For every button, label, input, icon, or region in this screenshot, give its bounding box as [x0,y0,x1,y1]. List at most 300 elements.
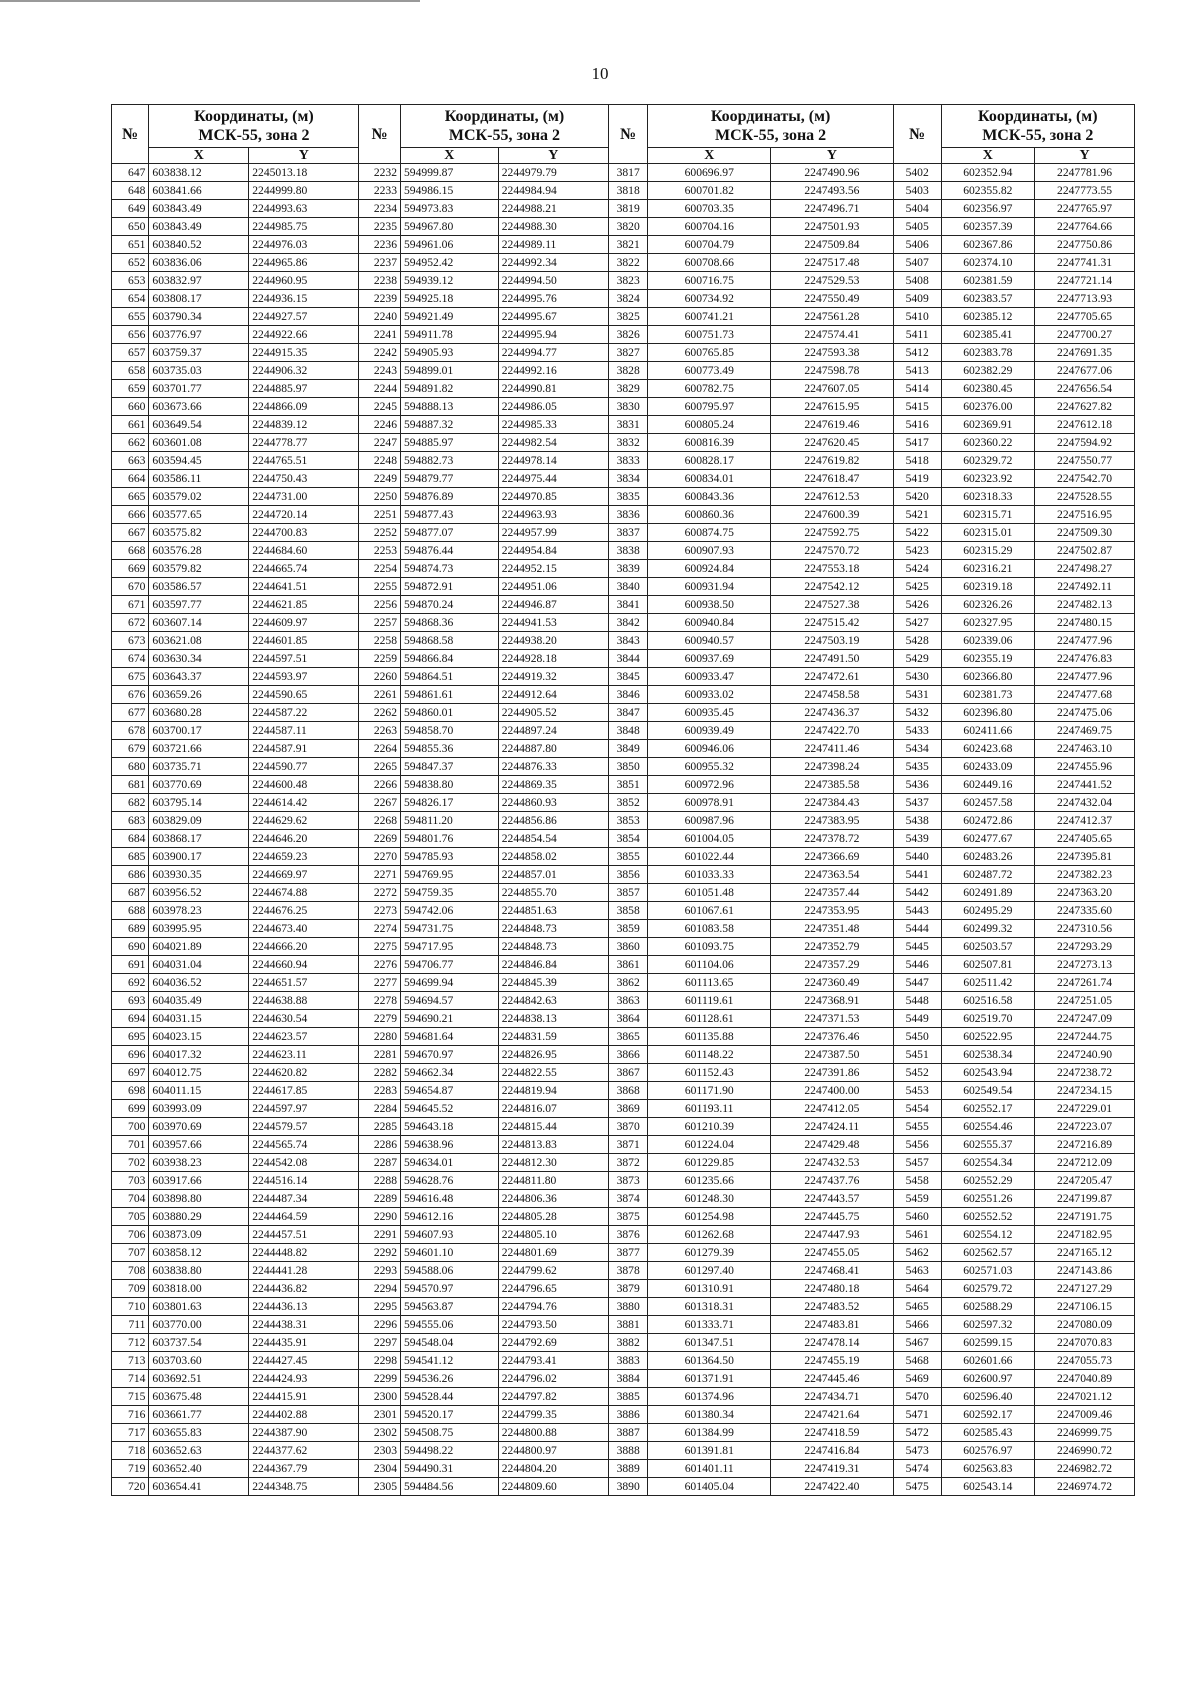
coord-header [149,105,359,148]
y-coordinate-cell: 2244778.77 [249,434,359,452]
table-row [112,668,1135,686]
x-coordinate-cell: 604012.75 [149,1064,249,1082]
x-coordinate-cell: 594872.91 [401,578,499,596]
point-number-cell: 2301 [359,1406,401,1424]
x-coordinate-cell: 602411.66 [941,722,1035,740]
coord-header-line2: МСК-55, зона 2 [982,127,1094,144]
table-row [112,1136,1135,1154]
point-number-cell: 2234 [359,200,401,218]
y-coordinate-cell: 2247527.38 [771,596,894,614]
point-number-cell: 3889 [608,1460,648,1478]
x-coordinate-cell: 601371.91 [648,1370,771,1388]
x-coordinate-cell: 600734.92 [648,290,771,308]
table-row [112,920,1135,938]
y-coordinate-cell: 2244367.79 [249,1460,359,1478]
table-row [112,902,1135,920]
x-coordinate-cell: 603993.09 [149,1100,249,1118]
y-coordinate-cell: 2244855.70 [498,884,608,902]
point-number-cell: 2265 [359,758,401,776]
y-coordinate-cell: 2244928.18 [498,650,608,668]
point-number-cell: 2269 [359,830,401,848]
y-coordinate-cell: 2247395.81 [1035,848,1135,866]
x-coordinate-cell: 601405.04 [648,1478,771,1496]
y-coordinate-cell: 2246982.72 [1035,1460,1135,1478]
table-row [112,524,1135,542]
x-coordinate-cell: 601113.65 [648,974,771,992]
table-row [112,308,1135,326]
x-coordinate-cell: 602315.01 [941,524,1035,542]
x-coordinate-cell: 600703.35 [648,200,771,218]
x-coordinate-cell: 594555.06 [401,1316,499,1334]
y-coordinate-cell: 2247477.68 [1035,686,1135,704]
y-coordinate-cell: 2247422.70 [771,722,894,740]
point-number-cell: 688 [112,902,149,920]
x-coordinate-cell: 604036.52 [149,974,249,992]
x-coordinate-cell: 602503.57 [941,938,1035,956]
y-coordinate-cell: 2244986.05 [498,398,608,416]
point-number-cell: 2277 [359,974,401,992]
x-coordinate-cell: 594811.20 [401,812,499,830]
coord-header-line1: Координаты, (м) [710,108,831,125]
y-coordinate-cell: 2244985.75 [249,218,359,236]
table-row [112,236,1135,254]
point-number-cell: 5446 [893,956,941,974]
y-coordinate-cell: 2247335.60 [1035,902,1135,920]
point-number-cell: 5407 [893,254,941,272]
y-coordinate-cell: 2246990.72 [1035,1442,1135,1460]
x-coordinate-cell: 602374.10 [941,254,1035,272]
point-number-cell: 2287 [359,1154,401,1172]
point-number-cell: 5459 [893,1190,941,1208]
y-coordinate-cell: 2244922.66 [249,326,359,344]
x-coordinate-cell: 601254.98 [648,1208,771,1226]
page-number: 10 [591,64,609,83]
y-coordinate-cell: 2247199.87 [1035,1190,1135,1208]
x-coordinate-cell: 601119.61 [648,992,771,1010]
y-coordinate-cell: 2247421.64 [771,1406,894,1424]
y-coordinate-cell: 2247441.52 [1035,776,1135,794]
x-coordinate-cell: 602457.58 [941,794,1035,812]
table-row [112,1172,1135,1190]
y-coordinate-cell: 2247244.75 [1035,1028,1135,1046]
table-row [112,1226,1135,1244]
x-coordinate-cell: 594670.97 [401,1046,499,1064]
x-coordinate-cell: 601364.50 [648,1352,771,1370]
y-coordinate-cell: 2244587.91 [249,740,359,758]
y-coordinate-cell: 2244848.73 [498,920,608,938]
y-coordinate-cell: 2247391.86 [771,1064,894,1082]
y-coordinate-cell: 2247127.29 [1035,1280,1135,1298]
point-number-cell: 650 [112,218,149,236]
point-number-cell: 5426 [893,596,941,614]
x-coordinate-cell: 594563.87 [401,1298,499,1316]
y-coordinate-cell: 2244590.65 [249,686,359,704]
x-coordinate-cell: 594877.07 [401,524,499,542]
y-coordinate-cell: 2247434.71 [771,1388,894,1406]
point-number-cell: 2284 [359,1100,401,1118]
point-number-cell: 5405 [893,218,941,236]
x-coordinate-cell: 603577.65 [149,506,249,524]
y-coordinate-cell: 2247455.05 [771,1244,894,1262]
y-coordinate-cell: 2244641.51 [249,578,359,596]
y-coordinate-cell: 2247366.69 [771,848,894,866]
y-coordinate-cell: 2244348.75 [249,1478,359,1496]
point-number-cell: 705 [112,1208,149,1226]
y-coordinate-cell: 2247528.55 [1035,488,1135,506]
point-number-cell: 2275 [359,938,401,956]
x-coordinate-cell: 602381.73 [941,686,1035,704]
point-number-cell: 3862 [608,974,648,992]
x-coordinate-cell: 602385.41 [941,326,1035,344]
point-number-cell: 2264 [359,740,401,758]
x-coordinate-cell: 601380.34 [648,1406,771,1424]
x-coordinate-cell: 603630.34 [149,650,249,668]
y-coordinate-cell: 2244954.84 [498,542,608,560]
y-coordinate-cell: 2247383.95 [771,812,894,830]
point-number-cell: 3890 [608,1478,648,1496]
y-coordinate-cell: 2244851.63 [498,902,608,920]
y-coordinate-cell: 2244674.88 [249,884,359,902]
point-number-cell: 5469 [893,1370,941,1388]
y-coordinate-cell: 2247419.31 [771,1460,894,1478]
y-coordinate-cell: 2244651.57 [249,974,359,992]
x-coordinate-cell: 602385.12 [941,308,1035,326]
x-coordinate-cell: 602382.29 [941,362,1035,380]
x-coordinate-cell: 602315.71 [941,506,1035,524]
y-coordinate-cell: 2247216.89 [1035,1136,1135,1154]
point-number-cell: 2239 [359,290,401,308]
x-coordinate-cell: 594801.76 [401,830,499,848]
y-coordinate-cell: 2247238.72 [1035,1064,1135,1082]
point-number-cell: 2295 [359,1298,401,1316]
point-number-cell: 2251 [359,506,401,524]
point-number-cell: 3887 [608,1424,648,1442]
y-coordinate-cell: 2247360.49 [771,974,894,992]
point-number-cell: 656 [112,326,149,344]
point-number-cell: 5452 [893,1064,941,1082]
y-coordinate-cell: 2247619.46 [771,416,894,434]
table-row [112,704,1135,722]
x-coordinate-cell: 602380.45 [941,380,1035,398]
y-coordinate-cell: 2244951.06 [498,578,608,596]
x-coordinate-cell: 600834.01 [648,470,771,488]
y-coordinate-cell: 2244995.76 [498,290,608,308]
point-number-cell: 664 [112,470,149,488]
point-number-cell: 3870 [608,1118,648,1136]
point-number-cell: 713 [112,1352,149,1370]
x-coordinate-cell: 600716.75 [648,272,771,290]
table-row [112,1280,1135,1298]
y-coordinate-cell: 2244805.10 [498,1226,608,1244]
y-coordinate-cell: 2247106.15 [1035,1298,1135,1316]
x-coordinate-cell: 594877.43 [401,506,499,524]
y-coordinate-cell: 2244487.34 [249,1190,359,1208]
x-coordinate-cell: 594961.06 [401,236,499,254]
point-number-cell: 3881 [608,1316,648,1334]
y-coordinate-cell: 2247191.75 [1035,1208,1135,1226]
y-coordinate-cell: 2244638.88 [249,992,359,1010]
point-number-cell: 3837 [608,524,648,542]
point-number-cell: 5438 [893,812,941,830]
table-row [112,1244,1135,1262]
x-coordinate-cell: 594498.22 [401,1442,499,1460]
point-number-cell: 2242 [359,344,401,362]
y-coordinate-cell: 2244854.54 [498,830,608,848]
point-number-cell: 684 [112,830,149,848]
y-coordinate-cell: 2247553.18 [771,560,894,578]
point-number-cell: 680 [112,758,149,776]
table-row [112,200,1135,218]
y-coordinate-cell: 2244620.82 [249,1064,359,1082]
x-coordinate-cell: 600940.84 [648,614,771,632]
x-coordinate-cell: 602596.40 [941,1388,1035,1406]
x-coordinate-cell: 601401.11 [648,1460,771,1478]
point-number-cell: 5419 [893,470,941,488]
coord-header [401,105,609,148]
x-coordinate-cell: 603703.60 [149,1352,249,1370]
point-number-cell: 2276 [359,956,401,974]
x-coordinate-cell: 601279.39 [648,1244,771,1262]
x-coordinate-cell: 602585.43 [941,1424,1035,1442]
point-number-cell: 2303 [359,1442,401,1460]
x-coordinate-cell: 602555.37 [941,1136,1035,1154]
point-number-cell: 657 [112,344,149,362]
point-number-cell: 2267 [359,794,401,812]
x-coordinate-cell: 600795.97 [648,398,771,416]
point-number-cell: 681 [112,776,149,794]
y-coordinate-cell: 2247468.41 [771,1262,894,1280]
y-coordinate-cell: 2244424.93 [249,1370,359,1388]
x-coordinate-cell: 594876.44 [401,542,499,560]
y-coordinate-cell: 2247502.87 [1035,542,1135,560]
table-row [112,542,1135,560]
x-coordinate-cell: 594616.48 [401,1190,499,1208]
point-number-cell: 3886 [608,1406,648,1424]
point-number-cell: 673 [112,632,149,650]
table-row [112,614,1135,632]
y-coordinate-cell: 2247040.89 [1035,1370,1135,1388]
point-number-cell: 674 [112,650,149,668]
x-coordinate-cell: 602487.72 [941,866,1035,884]
x-coordinate-cell: 594681.64 [401,1028,499,1046]
point-number-cell: 5445 [893,938,941,956]
x-coordinate-cell: 602519.70 [941,1010,1035,1028]
x-coordinate-cell: 601229.85 [648,1154,771,1172]
point-number-cell: 2254 [359,560,401,578]
point-number-cell: 2260 [359,668,401,686]
x-coordinate-cell: 602601.66 [941,1352,1035,1370]
y-coordinate-cell: 2244826.95 [498,1046,608,1064]
point-number-cell: 5464 [893,1280,941,1298]
x-coordinate-cell: 594490.31 [401,1460,499,1478]
point-number-cell: 3825 [608,308,648,326]
y-coordinate-cell: 2247143.86 [1035,1262,1135,1280]
point-number-cell: 5420 [893,488,941,506]
table-row [112,974,1135,992]
y-coordinate-cell: 2244957.99 [498,524,608,542]
point-number-cell: 5453 [893,1082,941,1100]
y-coordinate-cell: 2247593.38 [771,344,894,362]
point-number-cell: 3833 [608,452,648,470]
point-number-cell: 710 [112,1298,149,1316]
y-coordinate-cell: 2247515.42 [771,614,894,632]
x-coordinate-cell: 604023.15 [149,1028,249,1046]
x-coordinate-cell: 602477.67 [941,830,1035,848]
y-coordinate-cell: 2244985.33 [498,416,608,434]
x-coordinate-cell: 600704.79 [648,236,771,254]
y-coordinate-cell: 2247357.29 [771,956,894,974]
x-coordinate-cell: 601391.81 [648,1442,771,1460]
y-coordinate-cell: 2244435.91 [249,1334,359,1352]
y-coordinate-cell: 2244799.62 [498,1262,608,1280]
point-number-cell: 3875 [608,1208,648,1226]
point-number-cell: 5450 [893,1028,941,1046]
y-coordinate-cell: 2247529.53 [771,272,894,290]
point-number-cell: 3884 [608,1370,648,1388]
x-coordinate-cell: 602579.72 [941,1280,1035,1298]
y-coordinate-cell: 2247378.72 [771,830,894,848]
x-coordinate-cell: 594570.97 [401,1280,499,1298]
x-coordinate-cell: 594731.75 [401,920,499,938]
x-coordinate-cell: 602383.78 [941,344,1035,362]
point-number-cell: 685 [112,848,149,866]
point-number-cell: 5430 [893,668,941,686]
x-coordinate-cell: 602600.97 [941,1370,1035,1388]
table-row [112,380,1135,398]
point-number-cell: 2256 [359,596,401,614]
table-row [112,272,1135,290]
x-coordinate-cell: 603818.00 [149,1280,249,1298]
point-number-cell: 5462 [893,1244,941,1262]
y-coordinate-cell: 2247627.82 [1035,398,1135,416]
point-number-cell: 3877 [608,1244,648,1262]
y-coordinate-cell: 2244965.86 [249,254,359,272]
y-coordinate-cell: 2244993.63 [249,200,359,218]
x-coordinate-cell: 602315.29 [941,542,1035,560]
coord-header-line2: МСК-55, зона 2 [448,127,561,144]
x-coordinate-cell: 594866.84 [401,650,499,668]
y-coordinate-cell: 2244990.81 [498,380,608,398]
point-number-cell: 5448 [893,992,941,1010]
table-row [112,488,1135,506]
y-coordinate-cell: 2244542.08 [249,1154,359,1172]
coord-header-line2: МСК-55, зона 2 [715,127,827,144]
y-coordinate-cell: 2244436.13 [249,1298,359,1316]
y-coordinate-cell: 2247055.73 [1035,1352,1135,1370]
x-coordinate-cell: 602366.80 [941,668,1035,686]
y-coordinate-cell: 2244801.69 [498,1244,608,1262]
point-number-cell: 2257 [359,614,401,632]
table-row [112,1262,1135,1280]
point-number-cell: 3848 [608,722,648,740]
x-coordinate-cell: 600751.73 [648,326,771,344]
table-row [112,1082,1135,1100]
y-coordinate-cell: 2244597.97 [249,1100,359,1118]
y-coordinate-cell: 2247677.06 [1035,362,1135,380]
point-number-cell: 3843 [608,632,648,650]
y-coordinate-cell: 2244623.11 [249,1046,359,1064]
point-number-cell: 5467 [893,1334,941,1352]
point-number-cell: 5454 [893,1100,941,1118]
x-coordinate-cell: 603597.77 [149,596,249,614]
y-coordinate-cell: 2247070.83 [1035,1334,1135,1352]
x-coordinate-cell: 594855.36 [401,740,499,758]
y-coordinate-cell: 2247477.96 [1035,632,1135,650]
y-coordinate-cell: 2244812.30 [498,1154,608,1172]
x-coordinate-cell: 594952.42 [401,254,499,272]
point-number-cell: 5423 [893,542,941,560]
y-coordinate-cell: 2247455.19 [771,1352,894,1370]
y-coordinate-cell: 2244822.55 [498,1064,608,1082]
y-coordinate-cell: 2244912.64 [498,686,608,704]
x-coordinate-cell: 602554.12 [941,1226,1035,1244]
y-coordinate-cell: 2244811.80 [498,1172,608,1190]
point-number-cell: 2286 [359,1136,401,1154]
point-number-cell: 3871 [608,1136,648,1154]
point-number-cell: 3836 [608,506,648,524]
y-coordinate-cell: 2247412.37 [1035,812,1135,830]
y-coordinate-cell: 2244600.48 [249,776,359,794]
x-coordinate-cell: 603838.12 [149,164,249,182]
table-row [112,1352,1135,1370]
point-number-cell: 5440 [893,848,941,866]
y-coordinate-cell: 2247080.09 [1035,1316,1135,1334]
point-number-cell: 5449 [893,1010,941,1028]
x-coordinate-cell: 594607.93 [401,1226,499,1244]
x-coordinate-cell: 600805.24 [648,416,771,434]
y-coordinate-cell: 2247398.24 [771,758,894,776]
y-coordinate-cell: 2244800.88 [498,1424,608,1442]
y-coordinate-cell: 2247261.74 [1035,974,1135,992]
y-coordinate-cell: 2247619.82 [771,452,894,470]
y-coordinate-cell: 2244669.97 [249,866,359,884]
point-number-cell: 5473 [893,1442,941,1460]
point-number-cell: 2244 [359,380,401,398]
y-coordinate-cell: 2244869.35 [498,776,608,794]
point-number-cell: 3883 [608,1352,648,1370]
y-coordinate-cell: 2244960.95 [249,272,359,290]
point-number-cell: 670 [112,578,149,596]
y-coordinate-cell: 2244806.36 [498,1190,608,1208]
y-coordinate-cell: 2244905.52 [498,704,608,722]
y-coordinate-cell: 2244819.94 [498,1082,608,1100]
point-number-cell: 2304 [359,1460,401,1478]
point-number-cell: 3856 [608,866,648,884]
y-coordinate-cell: 2247600.39 [771,506,894,524]
point-number-cell: 2250 [359,488,401,506]
coord-header-line1: Координаты, (м) [444,108,565,125]
y-coordinate-cell: 2244590.77 [249,758,359,776]
x-coordinate-cell: 602329.72 [941,452,1035,470]
point-number-cell: 2249 [359,470,401,488]
point-number-cell: 3874 [608,1190,648,1208]
y-coordinate-cell: 2245013.18 [249,164,359,182]
x-coordinate-cell: 601128.61 [648,1010,771,1028]
point-number-cell: 666 [112,506,149,524]
table-row [112,1316,1135,1334]
y-coordinate-cell: 2244415.91 [249,1388,359,1406]
point-number-cell: 2247 [359,434,401,452]
y-coordinate-cell: 2247382.23 [1035,866,1135,884]
y-coordinate-cell: 2244700.83 [249,524,359,542]
y-coordinate-cell: 2244377.62 [249,1442,359,1460]
x-coordinate-cell: 601248.30 [648,1190,771,1208]
point-number-cell: 3823 [608,272,648,290]
point-number-cell: 5412 [893,344,941,362]
point-number-cell: 2241 [359,326,401,344]
point-number-cell: 663 [112,452,149,470]
x-coordinate-cell: 602318.33 [941,488,1035,506]
